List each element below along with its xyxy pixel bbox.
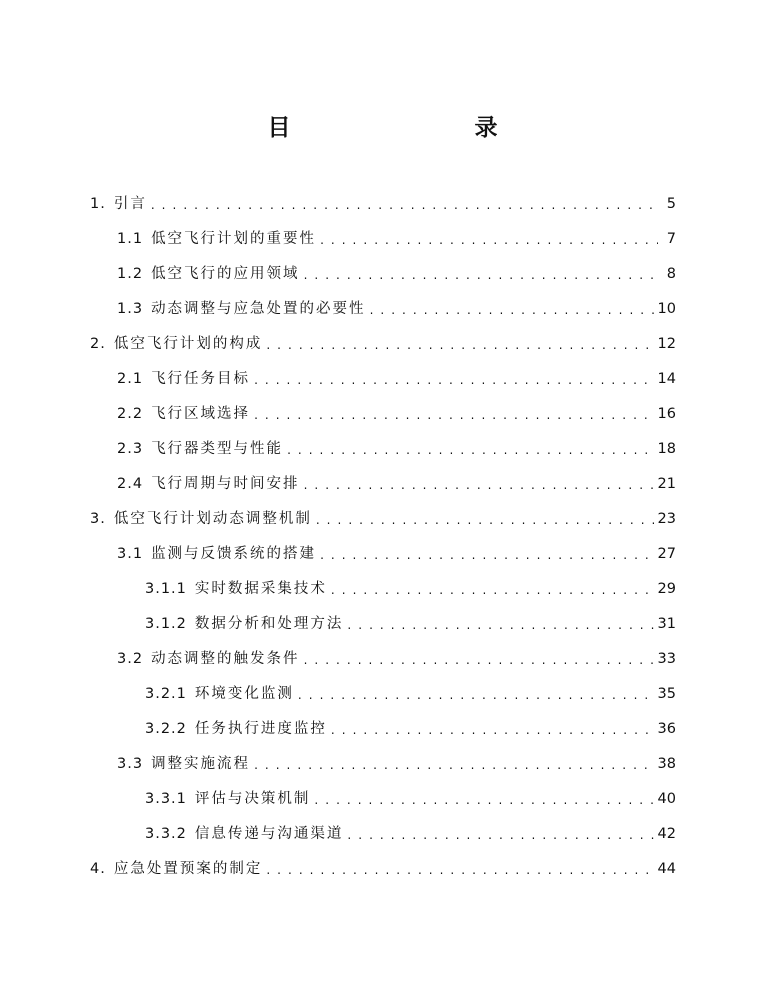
toc-entry-page: 16	[657, 406, 676, 422]
toc-dot-leader	[320, 542, 653, 566]
toc-entry-label: 监测与反馈系统的搭建	[151, 546, 317, 562]
toc-dot-leader	[347, 612, 653, 636]
toc-dot-leader	[320, 227, 658, 251]
toc-entry-page: 38	[657, 756, 676, 772]
toc-entry-label: 任务执行进度监控	[194, 721, 327, 737]
toc-entry-page: 23	[657, 511, 676, 527]
toc-entry-label: 数据分析和处理方法	[194, 616, 344, 632]
toc-entry-number: 1.	[90, 196, 106, 212]
toc-entry-number: 1.1	[117, 231, 144, 247]
toc-entry-label: 低空飞行计划动态调整机制	[113, 511, 312, 527]
toc-entry-number: 3.3.2	[145, 826, 187, 842]
toc-entry[interactable]	[90, 332, 676, 356]
toc-title: 目 录	[267, 115, 544, 141]
toc-entry[interactable]	[117, 647, 676, 671]
toc-entry-page: 14	[657, 371, 676, 387]
toc-entry-number: 3.3.1	[145, 791, 187, 807]
toc-dot-leader	[316, 507, 654, 531]
toc-entry-page: 18	[657, 441, 676, 457]
toc-dot-leader	[266, 857, 653, 881]
toc-entry-page: 21	[657, 476, 676, 492]
toc-entry-page: 33	[657, 651, 676, 667]
toc-entry-label: 调整实施流程	[151, 756, 251, 772]
toc-entry-page: 40	[657, 791, 676, 807]
toc-entry-page: 44	[657, 861, 676, 877]
toc-entry-label: 飞行器类型与性能	[151, 441, 284, 457]
toc-dot-leader	[370, 297, 654, 321]
toc-entry-label: 低空飞行计划的重要性	[151, 231, 317, 247]
toc-entry-label: 飞行周期与时间安排	[151, 476, 300, 492]
toc-dot-leader	[254, 367, 653, 391]
toc-dot-leader	[347, 822, 653, 846]
toc-entry-label: 低空飞行的应用领域	[151, 266, 300, 282]
toc-entry-label: 引言	[113, 196, 147, 212]
toc-entry-number: 3.2	[117, 651, 144, 667]
toc-entry[interactable]	[90, 507, 676, 531]
toc-entry-label: 信息传递与沟通渠道	[194, 826, 344, 842]
toc-entry-label: 环境变化监测	[194, 686, 294, 702]
toc-entry[interactable]	[145, 682, 676, 706]
toc-entry-page: 36	[657, 721, 676, 737]
toc-entry[interactable]	[117, 227, 676, 251]
toc-entry-number: 3.	[90, 511, 106, 527]
toc-entry-label: 低空飞行计划的构成	[113, 336, 263, 352]
toc-entry-number: 3.1.2	[145, 616, 187, 632]
toc-entry-label: 动态调整的触发条件	[151, 651, 300, 667]
toc-entry-number: 3.1	[117, 546, 144, 562]
toc-entry-label: 实时数据采集技术	[194, 581, 327, 597]
toc-entry-number: 3.2.1	[145, 686, 187, 702]
toc-entry[interactable]	[145, 717, 676, 741]
toc-entry-page: 27	[657, 546, 676, 562]
toc-entry[interactable]	[90, 192, 676, 216]
toc-entry-label: 动态调整与应急处置的必要性	[151, 301, 366, 317]
toc-entry-number: 2.3	[117, 441, 144, 457]
toc-dot-leader	[331, 717, 654, 741]
toc-entry-page: 31	[657, 616, 676, 632]
toc-entry-number: 3.1.1	[145, 581, 187, 597]
toc-dot-leader	[254, 752, 653, 776]
toc-dot-leader	[304, 647, 654, 671]
toc-entry[interactable]	[117, 542, 676, 566]
toc-entry-number: 1.3	[117, 301, 144, 317]
toc-entry-page: 10	[657, 301, 676, 317]
toc-entry[interactable]	[90, 857, 676, 881]
toc-entry[interactable]	[145, 612, 676, 636]
toc-entry-page: 12	[657, 336, 676, 352]
toc-dot-leader	[304, 262, 658, 286]
toc-entry-number: 2.2	[117, 406, 144, 422]
toc-entry[interactable]	[117, 437, 676, 461]
toc-entry-page: 29	[657, 581, 676, 597]
toc-entry-number: 2.1	[117, 371, 144, 387]
toc-entry-page: 7	[666, 231, 676, 247]
toc-dot-leader	[287, 437, 653, 461]
toc-entry-number: 4.	[90, 861, 106, 877]
toc-entry-label: 飞行任务目标	[151, 371, 251, 387]
toc-entry-page: 5	[666, 196, 676, 212]
toc-entry-page: 8	[666, 266, 676, 282]
toc-dot-leader	[151, 192, 658, 216]
toc-dot-leader	[266, 332, 653, 356]
toc-entry[interactable]	[117, 367, 676, 391]
toc-entry-label: 应急处置预案的制定	[113, 861, 263, 877]
toc-entry[interactable]	[145, 577, 676, 601]
toc-dot-leader	[331, 577, 654, 601]
toc-entry[interactable]	[145, 822, 676, 846]
toc-entry[interactable]	[117, 472, 676, 496]
toc-dot-leader	[298, 682, 654, 706]
toc-dot-leader	[304, 472, 654, 496]
toc-entry[interactable]	[145, 787, 676, 811]
toc-entry-number: 2.4	[117, 476, 144, 492]
toc-entry[interactable]	[117, 402, 676, 426]
toc-entry-page: 42	[657, 826, 676, 842]
toc-entry[interactable]	[117, 262, 676, 286]
toc-dot-leader	[314, 787, 653, 811]
toc-entry[interactable]	[117, 752, 676, 776]
toc-entry-label: 飞行区域选择	[151, 406, 251, 422]
toc-entry-label: 评估与决策机制	[194, 791, 311, 807]
toc-entry[interactable]	[117, 297, 676, 321]
toc-entry-number: 2.	[90, 336, 106, 352]
toc-entry-number: 3.2.2	[145, 721, 187, 737]
toc-entry-number: 3.3	[117, 756, 144, 772]
toc-entry-page: 35	[657, 686, 676, 702]
toc-entry-number: 1.2	[117, 266, 144, 282]
toc-dot-leader	[254, 402, 653, 426]
